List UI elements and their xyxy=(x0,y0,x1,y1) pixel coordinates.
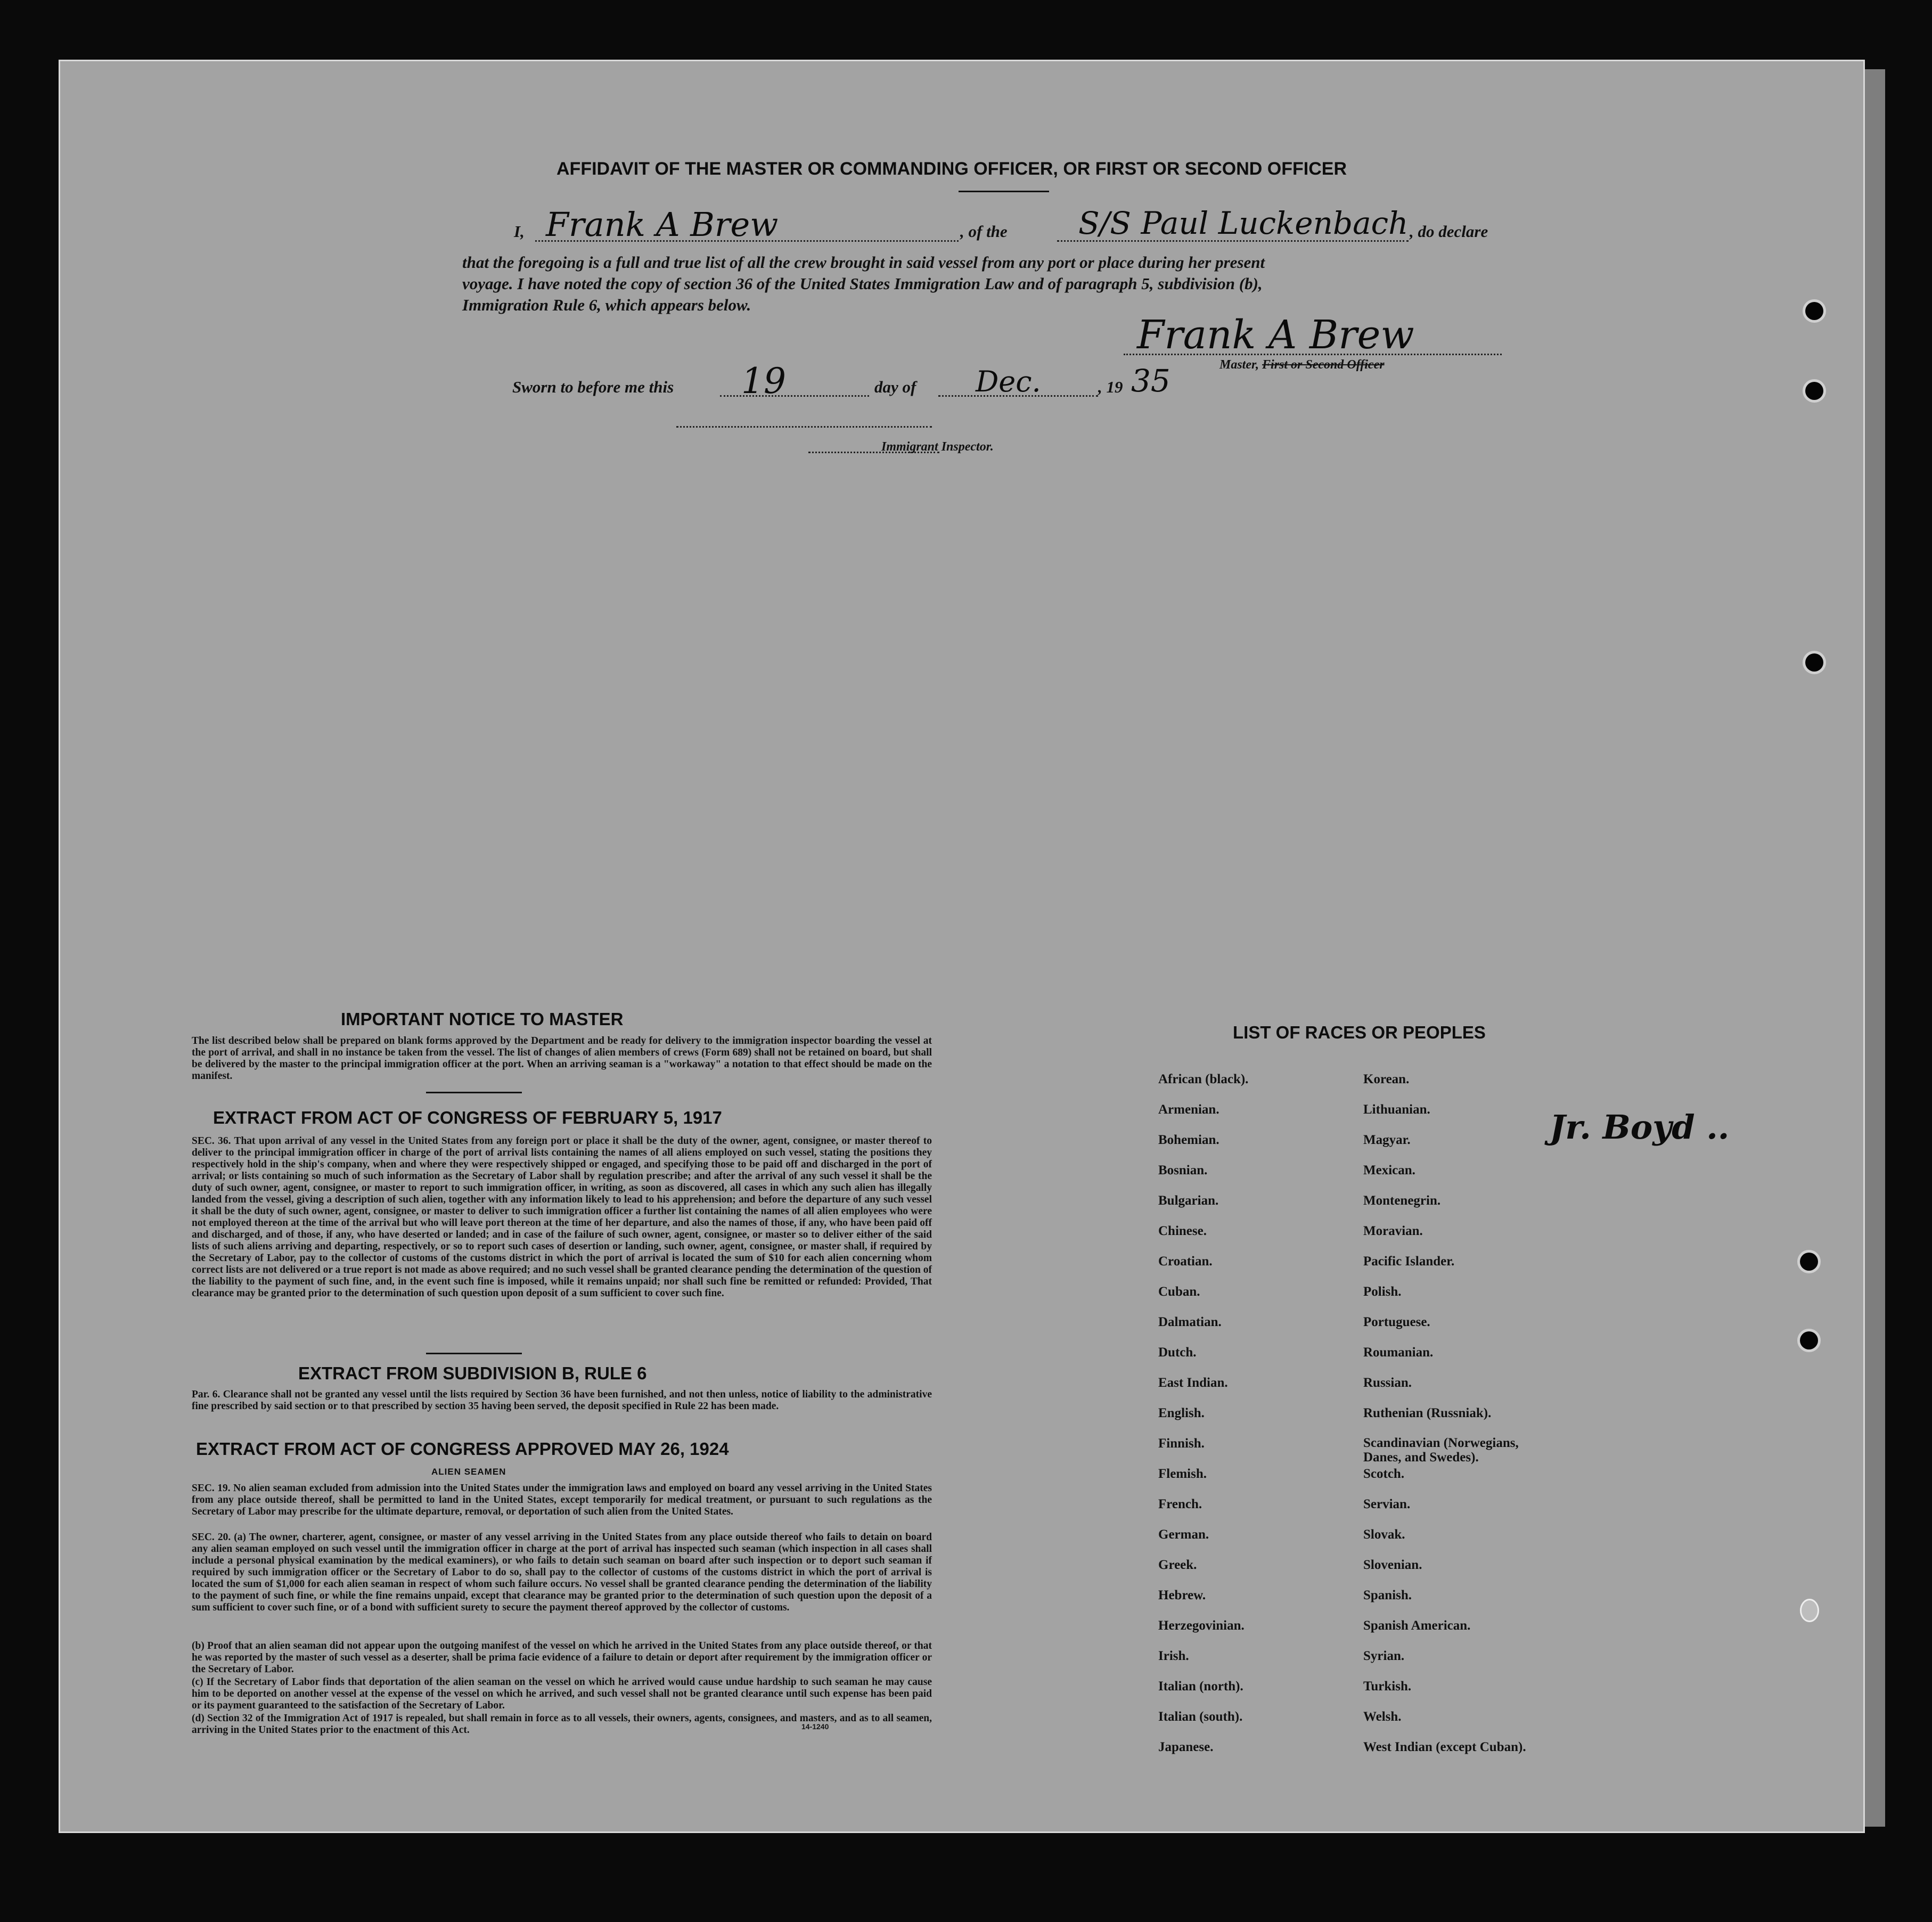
inspector-signature-line xyxy=(676,426,932,428)
vessel-blank xyxy=(1057,240,1409,242)
extract3-sec20c: (c) If the Secretary of Labor finds that deportation of the alien seaman on the vessel on which he arrived would cause undue hardship to such seaman he may cause him to be deported on another vessel at the expense of the vessel on which he arrived, and such vessel shall not be granted clearance until such expense has been paid or its payment guaranteed to the satisfaction of the Secretary of Labor. xyxy=(192,1676,932,1711)
race-item: Montenegrin. xyxy=(1363,1193,1441,1208)
punch-hole xyxy=(1805,653,1823,672)
race-item: Italian (north). xyxy=(1158,1679,1243,1694)
of-the-label: , of the xyxy=(960,222,1008,241)
race-item: Bosnian. xyxy=(1158,1163,1208,1177)
race-item: Bohemian. xyxy=(1158,1133,1219,1147)
race-item: Roumanian. xyxy=(1363,1345,1434,1360)
extract1-body: SEC. 36. That upon arrival of any vessel in the United States from any foreign port or place it shall be the duty of the owner, agent, consignee, or master thereof to deliver to the principal immigration officer in charge of the port of arrival lists containing the names of all aliens employed on such vessel, stating the positions they respectively hold in the ship's company, when and where they were respectively shipped or engaged, and specifying those to be paid off and discharged in the port of arrival; or lists containing so much of such information as the Secretary of Labor shall by regulation prescribe; and after the arrival of any such vessel it shall be the duty of such owner, agent, consignee, or master to report to such immigration officer, in writing, as soon as discovered, all cases in which any such alien has illegally landed from the vessel, giving a description of such alien, together with any information likely to lead to his apprehension; and before the departure of any such vessel it shall be the duty of such owner, agent, consignee, or master to deliver to such immigration officer a further list containing the names of all alien employees who were not employed thereon at the time of the arrival but who will leave port thereon at the time of her departure, and also the names of those, if any, who have been paid off and discharged, and of those, if any, who have deserted or landed; and in case of the failure of such owner, agent, consignee, or master so to deliver either of the said lists of such aliens arriving and departing, respectively, or so to report such cases of desertion or landing, such owner, agent, consignee, or master shall, if required by the Secretary of Labor, pay to the collector of customs of the customs district in which the port of arrival is located the sum of $10 for each alien concerning whom correct lists are not delivered or a true report is not made as above required; and no such vessel shall be granted clearance pending the determination of the question of the liability to the payment of such fine, and, in the event such fine is imposed, while it remains unpaid; nor shall such fine be remitted or refunded: Provided, That clearance may be granted prior to the determination of such question upon deposit of a sum sufficient to cover such fine. xyxy=(192,1135,932,1299)
affidavit-line2: that the foregoing is a full and true list of all the crew brought in said vessel from any port or place during her present xyxy=(462,253,1265,272)
race-item: Spanish. xyxy=(1363,1588,1412,1602)
race-item: African (black). xyxy=(1158,1072,1249,1086)
race-item: Slovak. xyxy=(1363,1527,1405,1542)
race-item: Russian. xyxy=(1363,1376,1412,1390)
affidavit-line1 xyxy=(514,205,1536,249)
race-item: German. xyxy=(1158,1527,1209,1542)
notice-rule xyxy=(426,1092,522,1093)
race-item: Dutch. xyxy=(1158,1345,1197,1360)
i-prefix: I, xyxy=(514,222,525,241)
race-item: Cuban. xyxy=(1158,1285,1200,1299)
race-item: Lithuanian. xyxy=(1363,1102,1430,1117)
races-column-1 xyxy=(1158,1072,1248,1770)
extract3-sec20d: (d) Section 32 of the Immigration Act of 1917 is repealed, but shall remain in force as to all vessels, their owners, agents, consignees, and masters, and as to all seamen, arriving in the United States prior to the enactment of this Act. xyxy=(192,1713,932,1736)
sworn-day-handwritten: 19 xyxy=(741,361,786,402)
extract2-title: EXTRACT FROM SUBDIVISION B, RULE 6 xyxy=(298,1363,647,1383)
vessel-name-handwritten: S/S Paul Luckenbach xyxy=(1078,205,1409,241)
race-item: Greek. xyxy=(1158,1558,1197,1572)
race-item: Herzegovinian. xyxy=(1158,1618,1245,1633)
year-prefix: , 19 xyxy=(1098,378,1123,396)
race-item: Scotch. xyxy=(1363,1467,1405,1481)
extract1-rule xyxy=(426,1353,522,1354)
punch-hole xyxy=(1805,382,1823,400)
race-item: Irish. xyxy=(1158,1649,1189,1663)
notice-body: The list described below shall be prepared on blank forms approved by the Department and be ready for delivery to the immigration inspector boarding the vessel at the port of arrival, and shall in no instance be taken from the vessel. The list of changes of alien members of crews (Form 689) shall not be retained on board, but shall be delivered by the master to the principal immigration officer at the port. When an arriving seaman is a "workaway" a notation to that effect should be made on the manifest. xyxy=(192,1035,932,1082)
document-page xyxy=(59,60,1865,1833)
race-item: Armenian. xyxy=(1158,1102,1219,1117)
master-label: Master, xyxy=(1219,358,1259,372)
race-item: Spanish American. xyxy=(1363,1618,1471,1633)
extract3-subtitle: ALIEN SEAMEN xyxy=(431,1467,506,1477)
race-item: Dalmatian. xyxy=(1158,1315,1222,1329)
race-item: Korean. xyxy=(1363,1072,1410,1086)
races-title: LIST OF RACES OR PEOPLES xyxy=(1233,1023,1486,1042)
race-item: Japanese. xyxy=(1158,1740,1214,1754)
race-item: Magyar. xyxy=(1363,1133,1411,1147)
race-item: English. xyxy=(1158,1406,1205,1420)
inspector-label: Immigrant Inspector. xyxy=(881,440,994,454)
race-item: Flemish. xyxy=(1158,1467,1207,1481)
race-item: Syrian. xyxy=(1363,1649,1405,1663)
master-name-handwritten: Frank A Brew xyxy=(546,205,779,244)
race-item: Ruthenian (Russniak). xyxy=(1363,1406,1492,1420)
race-item: Bulgarian. xyxy=(1158,1193,1219,1208)
margin-handwritten-note: Jr. Boyd .. xyxy=(1550,1108,1730,1147)
day-blank xyxy=(720,395,869,397)
sworn-month-handwritten: Dec. xyxy=(976,365,1041,398)
signature-line xyxy=(1124,354,1502,355)
race-item: Croatian. xyxy=(1158,1254,1213,1269)
race-item: Pacific Islander. xyxy=(1363,1254,1455,1269)
race-item: Moravian. xyxy=(1363,1224,1423,1238)
race-item: Scandinavian (Norwegians, Danes, and Swedes). xyxy=(1363,1436,1519,1465)
do-declare-label: , do declare xyxy=(1410,222,1488,241)
notice-title: IMPORTANT NOTICE TO MASTER xyxy=(341,1009,624,1029)
affidavit-title: AFFIDAVIT OF THE MASTER OR COMMANDING OFFICER, OR FIRST OR SECOND OFFICER xyxy=(556,159,1347,179)
name-blank xyxy=(535,240,959,242)
punch-hole xyxy=(1800,1599,1819,1622)
month-blank xyxy=(938,395,1098,397)
affidavit-line4: Immigration Rule 6, which appears below. xyxy=(462,296,751,314)
sworn-year-handwritten: 35 xyxy=(1131,363,1170,399)
form-number: 14-1240 xyxy=(801,1722,829,1731)
struck-officer-label: First or Second Officer xyxy=(1262,358,1385,372)
race-item: Portuguese. xyxy=(1363,1315,1430,1329)
race-item: Italian (south). xyxy=(1158,1710,1243,1724)
extract3-sec20b: (b) Proof that an alien seaman did not appear upon the outgoing manifest of the vessel on which he arrived in the United States from any place outside thereof, or that he was reported by the master of such vessel as a deserter, shall be prima facie evidence of a failure to detain or deport after requirement by the immigration officer or the Secretary of Labor. xyxy=(192,1640,932,1675)
race-item: East Indian. xyxy=(1158,1376,1228,1390)
race-item: Polish. xyxy=(1363,1285,1402,1299)
races-column-2 xyxy=(1363,1072,1526,1770)
race-item: Welsh. xyxy=(1363,1710,1402,1724)
punch-hole xyxy=(1800,1331,1818,1350)
race-item: Servian. xyxy=(1363,1497,1411,1511)
extract3-sec19: SEC. 19. No alien seaman excluded from admission into the United States under the immigration laws and employed on board any vessel arriving in the United States from any place outside thereof, shall be permitted to land in the United States, except temporarily for medical treatment, or pursuant to such regulations as the Secretary of Labor may prescribe for the ultimate departure, removal, or deportation of such alien from the United States. xyxy=(192,1483,932,1517)
race-item: West Indian (except Cuban). xyxy=(1363,1740,1526,1754)
race-item: Chinese. xyxy=(1158,1224,1207,1238)
race-item: Mexican. xyxy=(1363,1163,1415,1177)
day-of-label: day of xyxy=(874,378,916,396)
race-item: Turkish. xyxy=(1363,1679,1412,1694)
affidavit-line3: voyage. I have noted the copy of section 36 of the United States Immigration Law and of paragraph 5, subdivision (b), xyxy=(462,274,1263,293)
punch-hole xyxy=(1805,302,1823,320)
extract3-title: EXTRACT FROM ACT OF CONGRESS APPROVED MAY 26, 1924 xyxy=(196,1439,729,1459)
race-item: Hebrew. xyxy=(1158,1588,1206,1602)
master-signature: Frank A Brew xyxy=(1137,312,1414,358)
title-rule xyxy=(959,191,1049,192)
race-item: French. xyxy=(1158,1497,1202,1511)
race-item: Slovenian. xyxy=(1363,1558,1422,1572)
sworn-prefix: Sworn to before me this xyxy=(512,378,674,396)
punch-hole xyxy=(1800,1253,1818,1271)
extract1-title: EXTRACT FROM ACT OF CONGRESS OF FEBRUARY 5, 1917 xyxy=(213,1108,722,1127)
race-item: Finnish. xyxy=(1158,1436,1205,1451)
extract3-sec20a: SEC. 20. (a) The owner, charterer, agent, consignee, or master of any vessel arriving in the United States from any place outside thereof who fails to detain on board any alien seaman employed on such vessel until the immigration officer in charge at the port of arrival has inspected such seaman (which inspection in all cases shall include a personal physical examination by the medical examiners), or who fails to detain such seaman on board after such inspection or to deport such seaman if required by such immigration officer or the Secretary of Labor to do so, shall pay to the collector of customs of the customs district in which the port of arrival is located the sum of $1,000 for each alien seaman in respect of whom such failure occurs. No vessel shall be granted clearance pending the determination of the liability to the payment of such fine, or while the fine remains unpaid, except that clearance may be granted prior to the determination of such question upon the deposit of a sum sufficient to cover such fine, or of a bond with sufficient surety to secure the payment thereof approved by the collector of customs. xyxy=(192,1532,932,1613)
extract2-body: Par. 6. Clearance shall not be granted any vessel until the lists required by Section 36 have been furnished, and not then unless, notice of liability to the administrative fine prescribed by said section or to that prescribed by section 35 having been served, the deposit specified in Rule 22 has been made. xyxy=(192,1389,932,1412)
